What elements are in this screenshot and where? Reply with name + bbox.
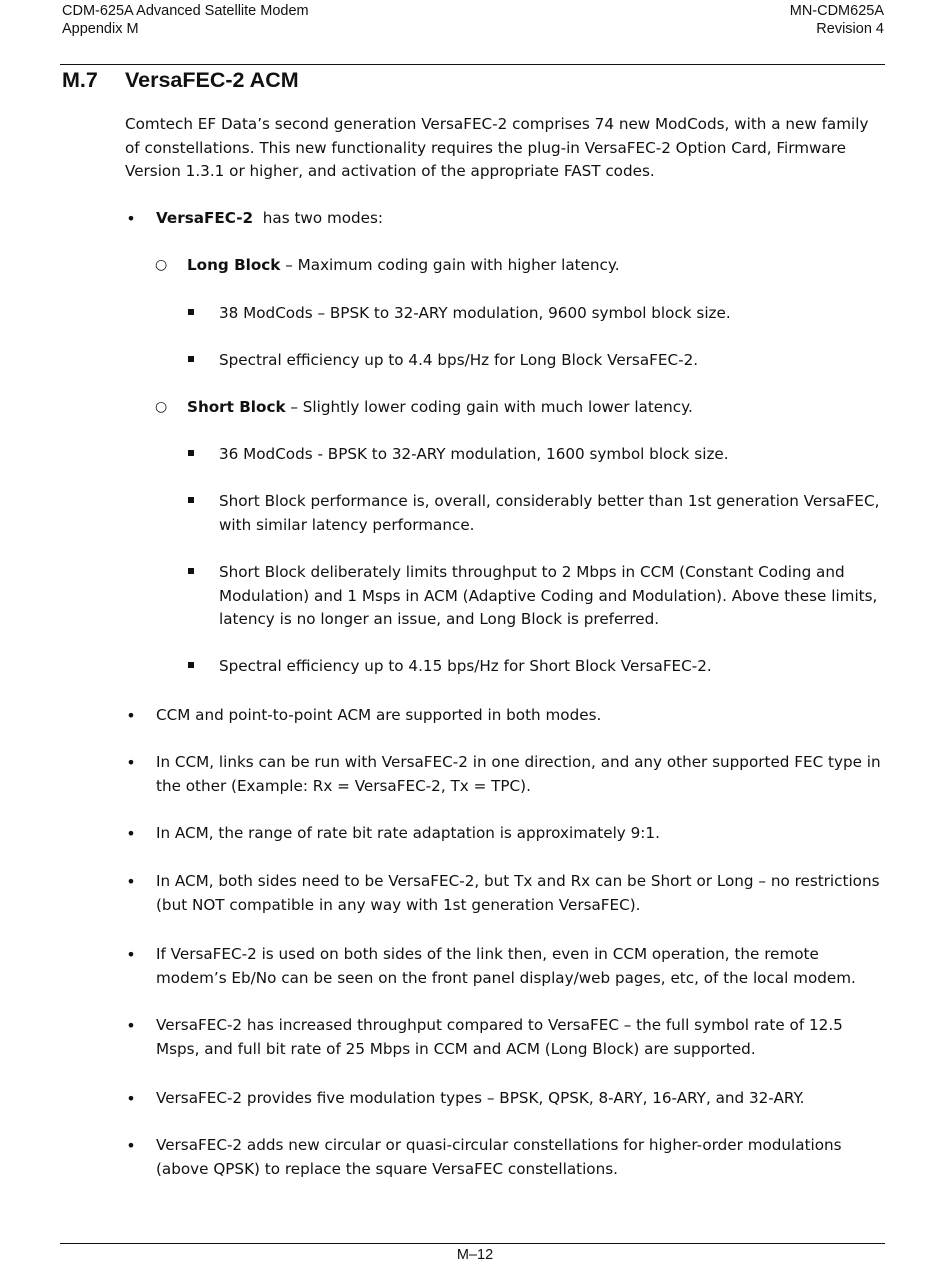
square-bullet-icon	[188, 497, 194, 503]
header-right	[790, 2, 884, 38]
list-item-modes	[126, 207, 384, 231]
list-item	[126, 870, 884, 917]
square-bullet-icon	[188, 450, 194, 456]
list-item	[219, 349, 884, 373]
list-item-short-block	[155, 396, 693, 420]
list-item-text: VersaFEC-2 provides five modulation types – BPSK, QPSK, 8-ARY, 16-ARY, and 32-ARY.	[156, 1089, 805, 1107]
list-item-text: In ACM, the range of rate bit rate adaptation is approximately 9:1.	[156, 824, 660, 842]
footer-divider	[60, 1243, 885, 1244]
list-item	[219, 443, 884, 467]
square-bullet-icon	[188, 662, 194, 668]
bullet-icon: •	[126, 824, 136, 843]
header-left	[62, 2, 309, 38]
page-number: M–12	[456, 1247, 494, 1263]
list-item-text: Spectral efficiency up to 4.15 bps/Hz for Short Block VersaFEC-2.	[219, 657, 712, 675]
bullet-icon: •	[126, 209, 136, 228]
list-item-text: 38 ModCods – BPSK to 32-ARY modulation, 9600 symbol block size.	[219, 304, 731, 322]
list-item	[126, 1134, 884, 1181]
section-number: M.7	[62, 68, 98, 92]
document-title: CDM-625A Advanced Satellite Modem	[62, 3, 309, 19]
body-content	[125, 113, 884, 1178]
list-item-text: Short Block deliberately limits throughput to 2 Mbps in CCM (Constant Coding and Modulation) and 1 Msps in ACM (Adaptive Coding and Modulation). Above these limits, latency is no longer an issue, and Long Block is preferred.	[219, 563, 878, 628]
list-item	[219, 655, 884, 679]
bullet-icon: •	[126, 753, 136, 772]
square-bullet-icon	[188, 356, 194, 362]
list-item-text: Spectral efficiency up to 4.4 bps/Hz for Long Block VersaFEC-2.	[219, 351, 699, 369]
list-item-text: VersaFEC-2 adds new circular or quasi-circular constellations for higher-order modulations (above QPSK) to replace the square VersaFEC constellations.	[156, 1136, 842, 1178]
list-item	[126, 943, 884, 990]
list-item-text: CCM and point-to-point ACM are supported in both modes.	[156, 706, 602, 724]
list-item-text: Short Block performance is, overall, considerably better than 1st generation VersaFEC, with similar latency performance.	[219, 492, 880, 534]
intro-paragraph: Comtech EF Data’s second generation VersaFEC-2 comprises 74 new ModCods, with a new family of constellations. This new functionality requires the plug-in VersaFEC-2 Option Card, Firmware Version 1.3.1 or higher, and activation of the appropriate FAST codes.	[125, 115, 869, 180]
list-item-text: In ACM, both sides need to be VersaFEC-2, but Tx and Rx can be Short or Long – no restrictions (but NOT compatible in any way with 1st generation VersaFEC).	[156, 872, 880, 914]
section-heading	[62, 67, 299, 93]
list-item-long-block	[155, 254, 620, 278]
list-item-text: VersaFEC-2 has increased throughput compared to VersaFEC – the full symbol rate of 12.5 Msps, and full bit rate of 25 Mbps in CCM and ACM (Long Block) are supported.	[156, 1016, 843, 1058]
short-block-bold: Short Block	[187, 398, 286, 416]
list-item	[126, 1087, 884, 1111]
section-title: VersaFEC-2 ACM	[125, 68, 299, 92]
list-item	[219, 490, 884, 537]
square-bullet-icon	[188, 568, 194, 574]
bullet-icon: •	[126, 872, 136, 891]
header-divider	[60, 64, 885, 65]
bullet-icon: •	[126, 1136, 136, 1155]
hollow-circle-icon: ○	[155, 399, 168, 415]
modes-bold: VersaFEC-2	[156, 209, 254, 227]
list-item	[219, 302, 884, 326]
revision-label: Revision 4	[816, 21, 884, 37]
square-bullet-icon	[188, 309, 194, 315]
bullet-icon: •	[126, 706, 136, 725]
list-item	[126, 1014, 884, 1061]
list-item-text: 36 ModCods - BPSK to 32-ARY modulation, 1600 symbol block size.	[219, 445, 729, 463]
bullet-icon: •	[126, 1016, 136, 1035]
list-item	[126, 704, 884, 728]
long-block-bold: Long Block	[187, 256, 281, 274]
list-item	[126, 751, 884, 798]
list-item	[126, 822, 884, 846]
hollow-circle-icon: ○	[155, 257, 168, 273]
appendix-label: Appendix M	[62, 21, 139, 37]
manual-number: MN-CDM625A	[789, 3, 884, 19]
list-item-text: In CCM, links can be run with VersaFEC-2 in one direction, and any other supported FEC type in the other (Example: Rx = VersaFEC-2, Tx = TPC).	[156, 753, 881, 795]
list-item	[219, 561, 884, 632]
modes-text: has two modes:	[253, 209, 384, 227]
long-block-text: – Maximum coding gain with higher latency.	[280, 256, 620, 274]
short-block-text: – Slightly lower coding gain with much lower latency.	[285, 398, 693, 416]
list-item-text: If VersaFEC-2 is used on both sides of the link then, even in CCM operation, the remote modem’s Eb/No can be seen on the front panel display/web pages, etc, of the local modem.	[156, 945, 856, 987]
bullet-icon: •	[126, 1089, 136, 1108]
bullet-icon: •	[126, 945, 136, 964]
